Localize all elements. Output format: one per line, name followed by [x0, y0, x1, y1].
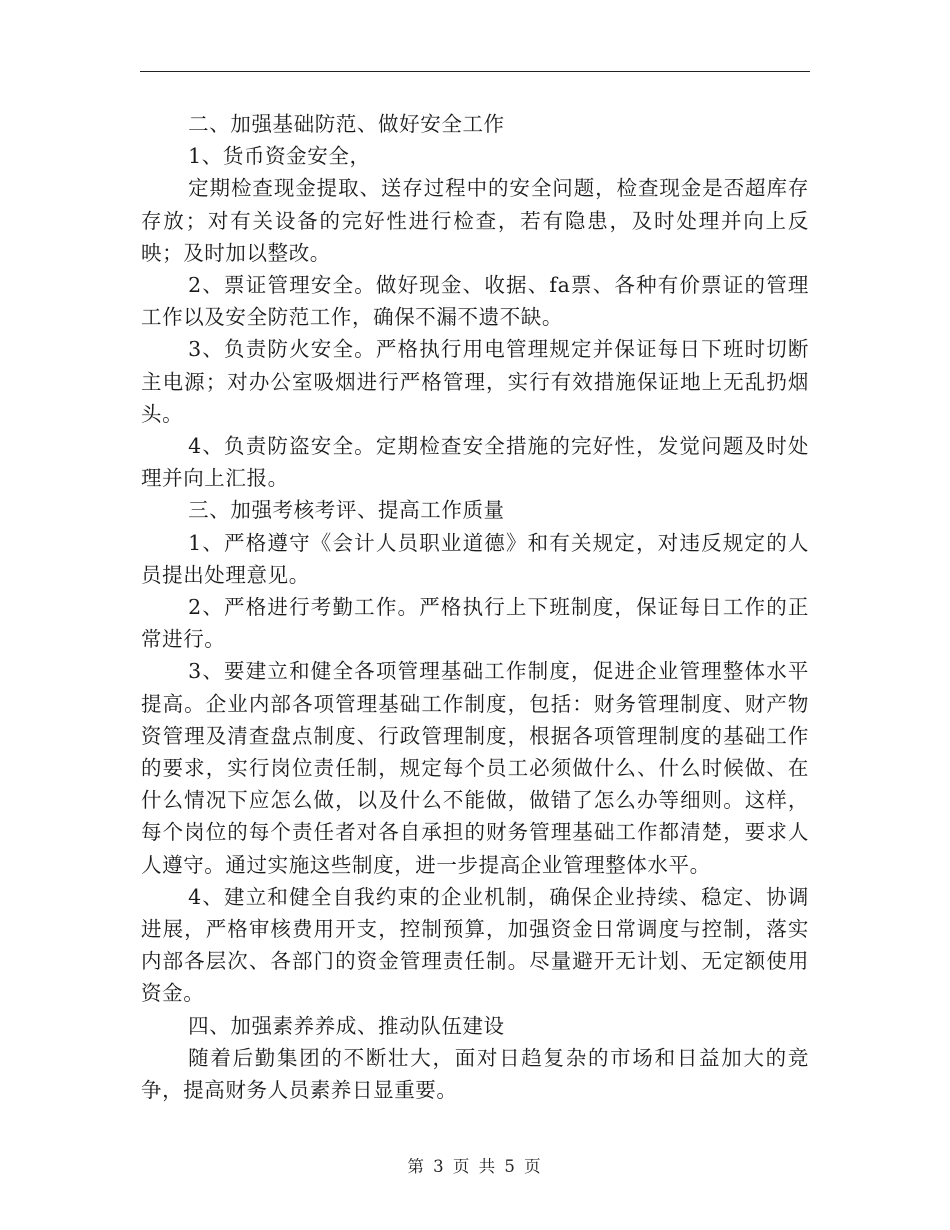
page-number-footer: 第 3 页 共 5 页: [407, 1157, 543, 1176]
paragraph: 2、严格进行考勤工作。严格执行上下班制度，保证每日工作的正常进行。: [141, 595, 809, 652]
section-heading-2: 二、加强基础防范、做好安全工作: [188, 112, 505, 136]
paragraph: 4、建立和健全自我约束的企业机制，确保企业持续、稳定、协调进展，严格审核费用开支，控制预算，加强资金日常调度与控制，落实内部各层次、各部门的资金管理责任制。尽量避开无计划、无定额使用资金。: [141, 884, 809, 1006]
section-heading-3: 三、加强考核考评、提高工作质量: [188, 498, 505, 523]
header-rule: [140, 71, 810, 72]
paragraph: 1、严格遵守《会计人员职业道德》和有关规定，对违反规定的人员提出处理意见。: [141, 530, 809, 587]
section-heading-4: 四、加强素养养成、推动队伍建设: [188, 1013, 505, 1038]
paragraph: 1、货币资金安全，: [188, 144, 371, 169]
paragraph: 2、票证管理安全。做好现金、收据、fa票、各种有价票证的管理工作以及安全防范工作，确保不漏不遗不缺。: [141, 273, 809, 330]
paragraph: 4、负责防盗安全。定期检查安全措施的完好性，发觉问题及时处理并向上汇报。: [141, 434, 809, 491]
paragraph: 随着后勤集团的不断壮大，面对日趋复杂的市场和日益加大的竞争，提高财务人员素养日显重要。: [141, 1045, 809, 1103]
document-body: [141, 108, 809, 1106]
paragraph: 定期检查现金提取、送存过程中的安全问题，检查现金是否超库存存放；对有关设备的完好性进行检查，若有隐患，及时处理并向上反映；及时加以整改。: [141, 176, 809, 265]
paragraph: 3、要建立和健全各项管理基础工作制度，促进企业管理整体水平提高。企业内部各项管理基础工作制度，包括：财务管理制度、财产物资管理及清查盘点制度、行政管理制度，根据各项管理制度的基础工作的要求，实行岗位责任制，规定每个员工必须做什么、什么时候做、在什么情况下应怎么做，以及什么不能做，做错了怎么办等细则。这样，每个岗位的每个责任者对各自承担的财务管理基础工作都清楚，要求人人遵守。通过实施这些制度，进一步提高企业管理整体水平。: [141, 659, 809, 877]
paragraph: 3、负责防火安全。严格执行用电管理规定并保证每日下班时切断主电源；对办公室吸烟进行严格管理，实行有效措施保证地上无乱扔烟头。: [141, 337, 809, 426]
